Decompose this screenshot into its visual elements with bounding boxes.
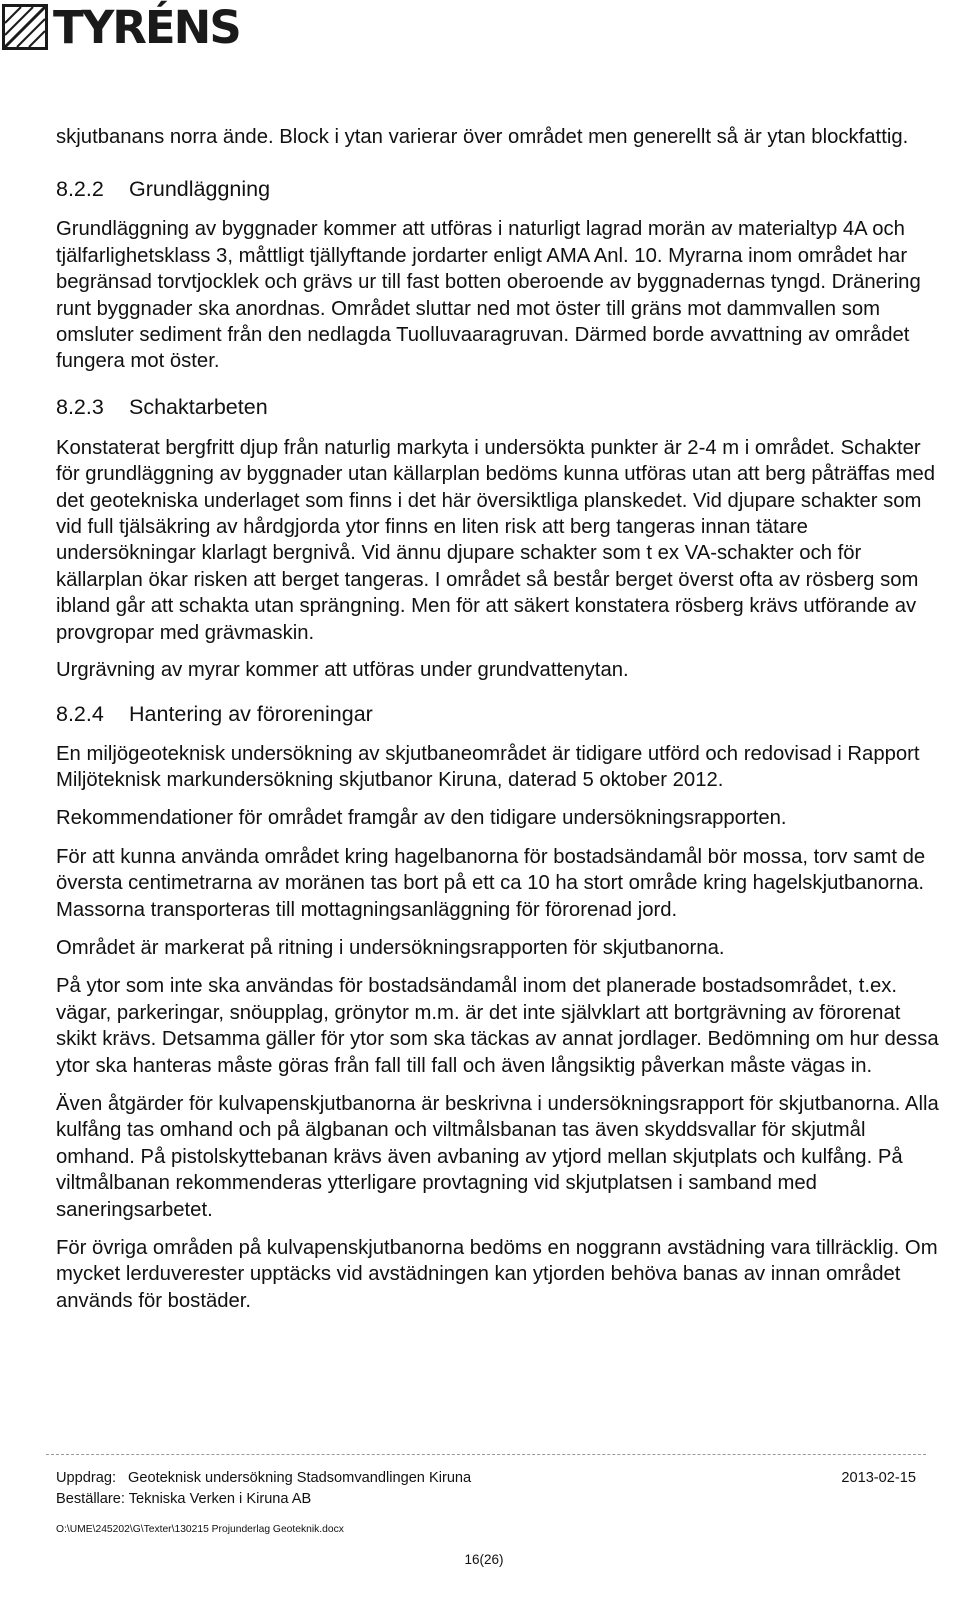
logo-wordmark: TYRÉNS (53, 1, 240, 54)
section-heading (56, 175, 941, 203)
body-paragraph: För övriga områden på kulvapenskjutbanorna bedöms en noggrann avstädning vara tillräcklig. Om mycket lerduverester upptäcks vid avstädningen kan ytjorden behöva banas av innan området används för bostäder. (56, 1237, 938, 1312)
body-paragraph: På ytor som inte ska användas för bostadsändamål inom det planerade bostadsområdet, t.ex. vägar, parkeringar, snöupplag, grönytor m.m. är det inte självklart att bortgrävning av förorenat skikt krävs. Detsamma gäller för ytor som ska täckas av annat jordlager. Bedömning om hur dessa ytor ska hanteras måste göras från fall till fall och även långsiktig påverkan måste vägas in. (56, 975, 939, 1077)
body-paragraph: Urgrävning av myrar kommer att utföras under grundvattenytan. (56, 659, 629, 682)
footer-assignment (56, 1470, 471, 1486)
tyrens-square-mark-icon (2, 4, 48, 50)
section-number: 8.2.3 (56, 394, 104, 419)
section-heading (56, 700, 941, 728)
assignment-value: Geoteknisk undersökning Stadsomvandlingen Kiruna (128, 1470, 472, 1486)
body-paragraph: En miljögeoteknisk undersökning av skjutbaneområdet är tidigare utförd och redovisad i Rapport Miljöteknisk markundersökning skjutbanor Kiruna, daterad 5 oktober 2012. (56, 742, 920, 791)
footer-date: 2013-02-15 (841, 1470, 916, 1486)
footer-client: Beställare: Tekniska Verken i Kiruna AB (56, 1491, 312, 1507)
company-logo (2, 2, 240, 52)
document-body (56, 124, 941, 1314)
body-paragraph: Rekommendationer för området framgår av den tidigare undersökningsrapporten. (56, 807, 787, 830)
page-number: 16(26) (464, 1552, 504, 1567)
section-8-2-3 (56, 393, 941, 684)
section-8-2-4 (56, 700, 941, 1315)
footer-divider (46, 1454, 926, 1455)
section-8-2-2 (56, 175, 941, 374)
intro-paragraph: skjutbanans norra ände. Block i ytan varierar över området men generellt så är ytan blockfattig. (56, 126, 909, 148)
section-title: Grundläggning (129, 177, 271, 202)
body-paragraph: Även åtgärder för kulvapenskjutbanorna är beskrivna i undersökningsrapport för skjutbanorna. Alla kulfång tas omhand och på älgbanan och viltmålsbanan tas även skyddsvallar för skjutmål omhand. På pistolskyttebanan krävs även avbaning av ytjord mellan skjutplats och kulfång. På viltmålbanan rekommenderas ytterligare provtagning vid skjutplatsen i samband med saneringsarbetet. (56, 1092, 939, 1221)
body-paragraph: Grundläggning av byggnader kommer att utföras i naturligt lagrad morän av materialtyp 4A och tjälfarlighetsklass 3, måttligt tjällyftande jordarter enligt AMA Anl. 10. Myrarna inom området har begränsad torvtjocklek och grävs ur till fast botten oberoende av byggnadernas tyngd. Dränering runt byggnader ska anordnas. Området sluttar ned mot öster till gräns mot dammvallen som omsluter sediment från den nedlagda Tuolluvaaragruvan. Därmed borde avvattning av området fungera mot öster. (56, 218, 921, 373)
footer-file-path: O:\UME\245202\G\Texter\130215 Projunderlag Geoteknik.docx (56, 1524, 344, 1535)
section-heading (56, 393, 941, 421)
body-paragraph: För att kunna använda området kring hagelbanorna för bostadsändamål bör mossa, torv samt de översta centimetrarna av moränen tas bort på ett ca 10 ha stort område kring hagelskjutbanorna. Massorna transporteras till mottagningsanläggning för förorenad jord. (56, 845, 926, 921)
section-number: 8.2.4 (56, 701, 104, 726)
section-title: Schaktarbeten (129, 394, 268, 419)
body-paragraph: Området är markerat på ritning i undersökningsrapporten för skjutbanorna. (56, 936, 725, 959)
assignment-label: Uppdrag: (56, 1470, 117, 1486)
body-paragraph: Konstaterat bergfritt djup från naturlig markyta i undersökta punkter är 2-4 m i området. Schakter för grundläggning av byggnader utan källarplan bedöms kunna utföras utan att berg påträffas med det geotekniska underlaget som finns i det här översiktliga planskedet. Vid djupare schakter som vid full tjälsäkring av hårdgjorda ytor finns en liten risk att berg tangeras innan tätare undersökningar klarlagt bergnivå. Vid ännu djupare schakter som t ex VA-schakter och för källarplan ökar risken att berget tangeras. I området så består berget överst ofta av rösberg som ibland går att schakta utan sprängning. Men för att säkert konstatera rösberg krävs utförande av provgropar med grävmaskin. (56, 436, 936, 644)
footer-assignment-row (56, 1470, 916, 1486)
section-title: Hantering av föroreningar (129, 701, 373, 726)
section-number: 8.2.2 (56, 177, 104, 202)
